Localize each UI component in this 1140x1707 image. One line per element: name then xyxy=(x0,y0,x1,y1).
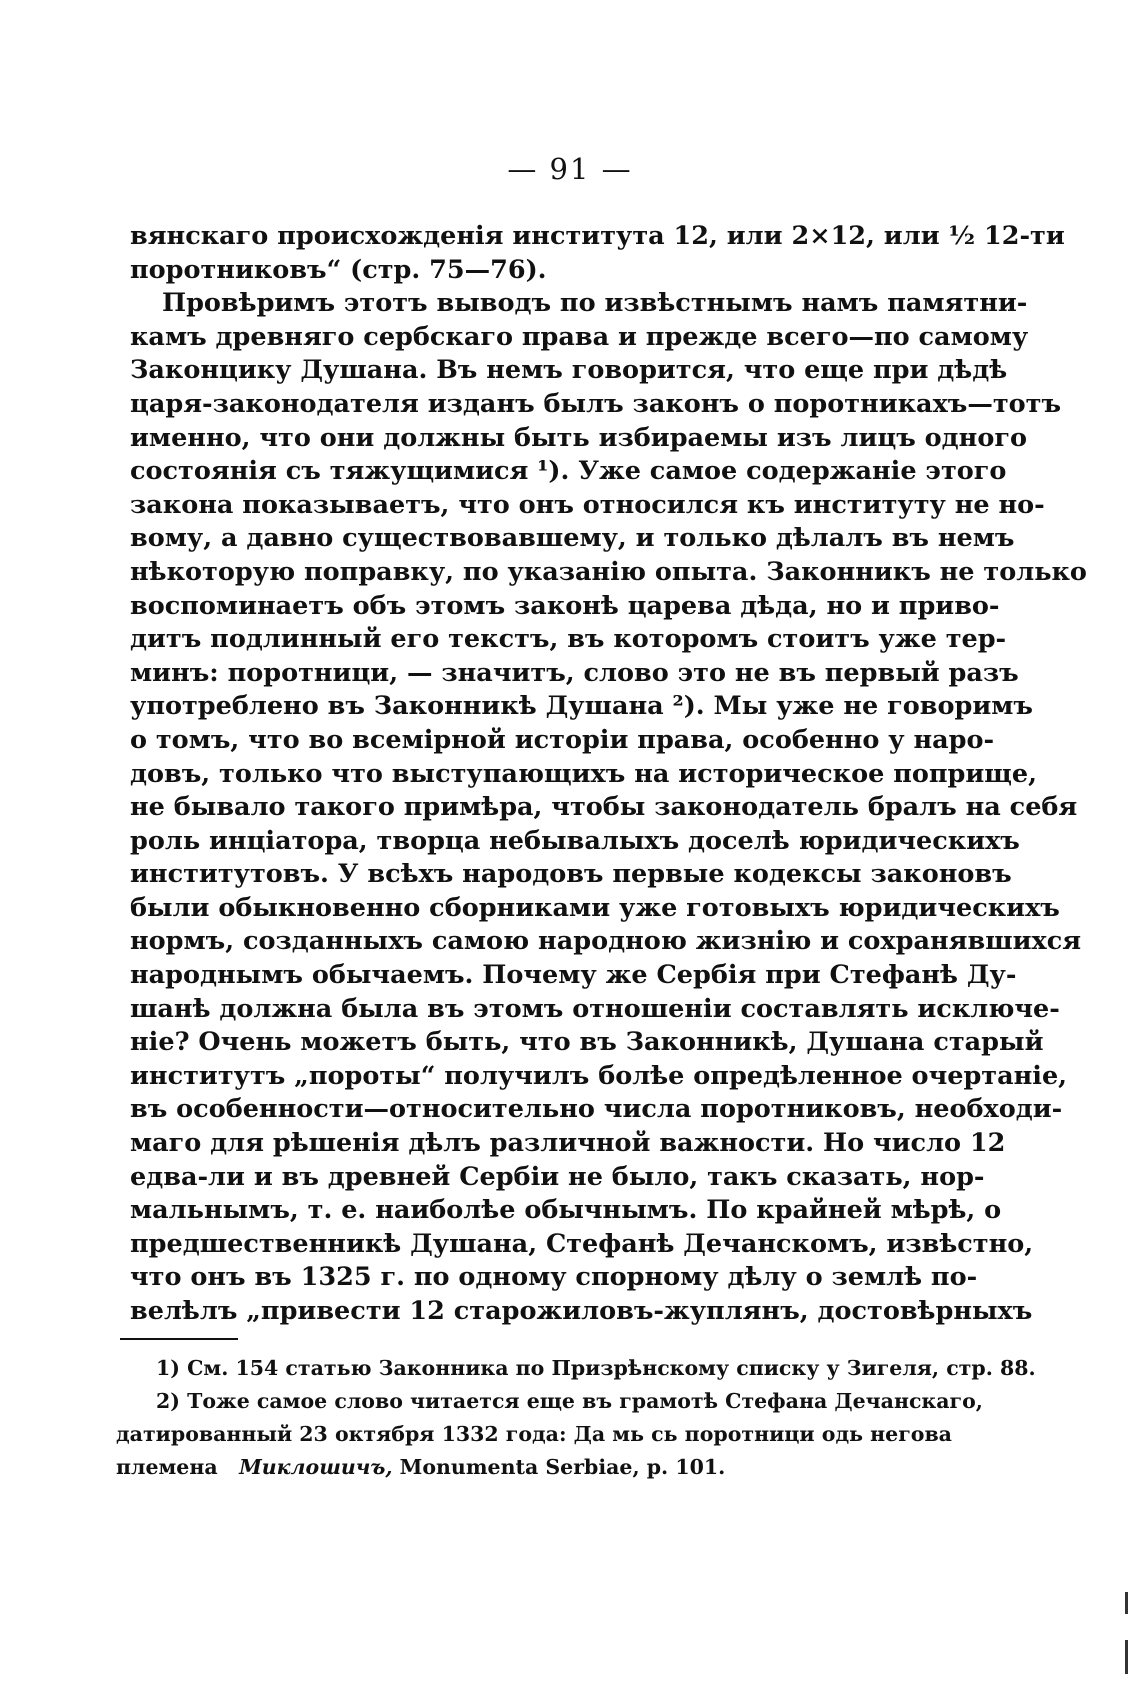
text-line: институтъ „пороты“ получилъ болѣе опредѣленное очертаніе, xyxy=(130,1060,1068,1091)
text-line: мальнымъ, т. е. наиболѣе обычнымъ. По крайней мѣрѣ, о xyxy=(130,1195,1002,1226)
text-line: вому, а давно существовавшему, и только дѣлалъ въ немъ xyxy=(130,523,1015,554)
text-line: роль инціатора, творца небывалыхъ доселѣ юридическихъ xyxy=(130,825,1020,856)
footnote-2-line-3 xyxy=(116,1451,932,1484)
footnotes xyxy=(116,1352,1036,1484)
text-line: Законцику Душана. Въ немъ говорится, что еще при дѣдѣ xyxy=(130,355,1008,386)
text-line: нѣкоторую поправку, по указанію опыта. Законникъ не только xyxy=(130,556,1087,587)
text-line: довъ, только что выступающихъ на историческое поприще, xyxy=(130,758,1037,789)
footnote-divider xyxy=(120,1338,238,1340)
footnote-2-quote-end: племена xyxy=(116,1455,218,1479)
text-line: институтовъ. У всѣхъ народовъ первые кодексы законовъ xyxy=(130,859,1012,890)
text-line: шанѣ должна была въ этомъ отношеніи составлять исключе- xyxy=(130,993,1060,1024)
text-line: камъ древняго сербскаго права и прежде всего—по самому xyxy=(130,321,1029,352)
text-line: состоянія съ тяжущимися ¹). Уже самое содержаніе этого xyxy=(130,456,1007,487)
footnote-1: 1) См. 154 статью Законника по Призрѣнскому списку у Зигеля, стр. 88. xyxy=(156,1356,1036,1380)
text-line: едва-ли и въ древней Сербіи не было, такъ сказать, нор- xyxy=(130,1161,985,1192)
text-line: вянскаго происхожденія института 12, или 2×12, или ½ 12-ти xyxy=(130,221,1065,251)
text-line: поротниковъ“ (стр. 75—76). xyxy=(130,254,547,285)
footnote-2-source: Monumenta Serbiae, p. 101. xyxy=(399,1455,726,1479)
text-line: закона показываетъ, что онъ относился къ институту не но- xyxy=(130,489,1045,520)
scan-edge-mark xyxy=(1125,1640,1128,1674)
text-line: дитъ подлинный его текстъ, въ которомъ стоитъ уже тер- xyxy=(130,624,1007,655)
text-line: царя-законодателя изданъ былъ законъ о поротникахъ—тотъ xyxy=(130,388,1062,419)
text-line: о томъ, что во всемірной исторіи права, особенно у наро- xyxy=(130,724,995,755)
text-line: маго для рѣшенія дѣлъ различной важности. Но число 12 xyxy=(130,1128,1006,1159)
text-line: нормъ, созданныхъ самою народною жизнію и сохранявшихся xyxy=(130,926,1082,957)
text-line: народнымъ обычаемъ. Почему же Сербія при Стефанѣ Ду- xyxy=(130,960,1017,991)
text-line: въ особенности—относительно числа поротниковъ, необходи- xyxy=(130,1094,1063,1125)
text-line: предшественникѣ Душана, Стефанѣ Дечанскомъ, извѣстно, xyxy=(130,1228,1034,1259)
main-text xyxy=(130,220,1087,1329)
text-line: что онъ въ 1325 г. по одному спорному дѣлу о землѣ по- xyxy=(130,1262,978,1293)
text-line: воспоминаетъ объ этомъ законѣ царева дѣда, но и приво- xyxy=(130,590,1000,621)
scan-edge-mark xyxy=(1125,1592,1128,1614)
text-line: Провѣримъ этотъ выводъ по извѣстнымъ намъ памятни- xyxy=(162,288,1028,319)
text-line: были обыкновенно сборниками уже готовыхъ юридическихъ xyxy=(130,892,1060,923)
text-line: ніе? Очень можетъ быть, что въ Законникѣ, Душана старый xyxy=(130,1027,1044,1058)
text-line: минъ: поротници, — значитъ, слово это не въ первый разъ xyxy=(130,657,1019,688)
text-line: именно, что они должны быть избираемы изъ лицъ одного xyxy=(130,422,1027,453)
footnote-2-line-2: датированный 23 октября 1332 года: Да мь сь поротници одь негова xyxy=(116,1422,952,1446)
footnote-2-line-1: 2) Тоже самое слово читается еще въ грамотѣ Стефана Дечанскаго, xyxy=(156,1389,983,1413)
text-line: употреблено въ Законникѣ Душана ²). Мы уже не говоримъ xyxy=(130,691,1033,722)
text-line: не бывало такого примѣра, чтобы законодатель бралъ на себя xyxy=(130,792,1078,823)
footnote-2-author: Миклошичъ, xyxy=(239,1455,393,1479)
page-number: — 91 — xyxy=(507,152,633,186)
text-line: велѣлъ „привести 12 старожиловъ-жуплянъ, достовѣрныхъ xyxy=(130,1296,1033,1326)
